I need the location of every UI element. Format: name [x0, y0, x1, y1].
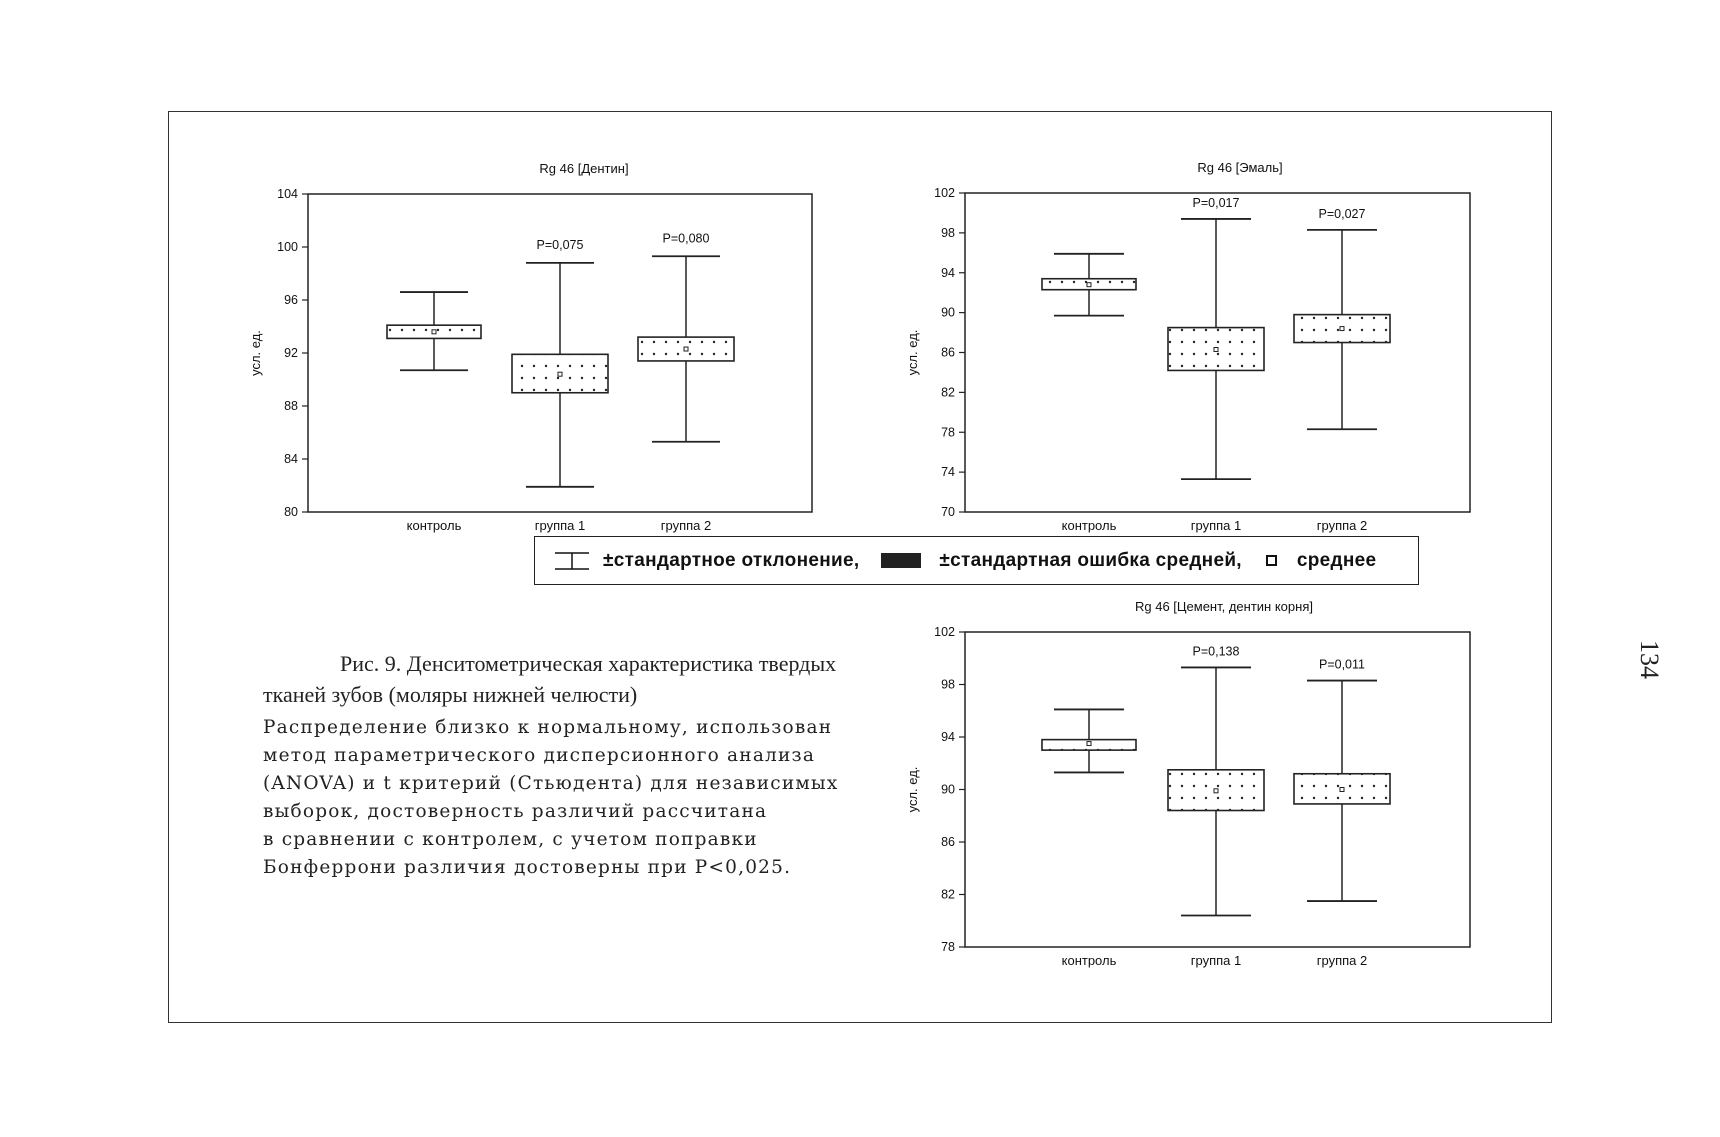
legend-sd-label: ±стандартное отклонение, — [603, 549, 860, 571]
p-value-label: P=0,017 — [1192, 195, 1240, 210]
caption-body: Распределение близко к нормальному, использован метод параметрического дисперсионного анализа (ANOVA) и t критерий (Стьюдента) для независимых выборок, достоверность различий рассчитана в сравнении с контролем, с учетом поправки Бонферрони различия достоверны при P<0,025. — [263, 717, 839, 878]
legend-sd — [535, 550, 859, 572]
y-tick-label: 82 — [941, 385, 955, 400]
y-tick-label: 96 — [284, 293, 298, 307]
y-tick-label: 78 — [941, 425, 955, 440]
y-tick-label: 78 — [941, 940, 955, 954]
y-tick-label: 94 — [941, 265, 955, 280]
y-tick-label: 70 — [941, 505, 955, 519]
y-tick-label: 86 — [941, 835, 955, 849]
legend-mean — [1242, 550, 1377, 572]
chart-title: Rg 46 [Дентин] — [539, 161, 629, 176]
p-value-label: P=0,138 — [1192, 644, 1240, 659]
y-tick-label: 88 — [284, 399, 298, 413]
legend-mean-label: среднее — [1296, 549, 1377, 571]
sd-whisker-icon — [553, 551, 591, 571]
se-box-icon — [881, 553, 921, 568]
y-tick-label: 100 — [277, 240, 298, 254]
legend-se-label: ±стандартная ошибка средней, — [939, 549, 1242, 571]
y-tick-label: 80 — [284, 505, 298, 519]
y-tick-label: 90 — [941, 305, 955, 320]
mean-marker — [1340, 788, 1344, 792]
chart-title: Rg 46 [Цемент, дентин корня] — [1135, 599, 1313, 614]
p-value-label: P=0,011 — [1319, 657, 1365, 672]
figure-caption — [263, 648, 903, 882]
x-category-label: группа 1 — [1190, 953, 1242, 968]
mean-marker — [1087, 742, 1091, 746]
x-category-label: группа 2 — [1316, 953, 1368, 968]
y-tick-label: 94 — [941, 730, 955, 744]
mean-marker — [1214, 789, 1218, 793]
y-tick-label: 102 — [934, 186, 955, 200]
x-category-label: группа 2 — [660, 518, 712, 533]
x-category-label: контроль — [1061, 518, 1117, 533]
legend-se — [859, 550, 1241, 572]
mean-square-icon — [1266, 555, 1277, 566]
caption-title: Рис. 9. Денситометрическая характеристика твердых тканей зубов (моляры нижней челюсти) — [263, 651, 837, 707]
y-axis-label: усл. ед. — [905, 329, 920, 376]
page-number: 134 — [1635, 640, 1664, 679]
x-category-label: группа 1 — [534, 518, 586, 533]
y-axis-label: усл. ед. — [905, 766, 920, 813]
y-tick-label: 90 — [941, 782, 955, 797]
x-category-label: контроль — [1061, 953, 1117, 968]
chart-title: Rg 46 [Эмаль] — [1197, 160, 1283, 175]
y-tick-label: 98 — [941, 677, 955, 692]
x-category-label: контроль — [406, 518, 462, 533]
p-value-label: P=0,027 — [1318, 206, 1366, 221]
y-tick-label: 92 — [284, 346, 298, 360]
p-value-label: P=0,075 — [536, 237, 584, 252]
y-tick-label: 74 — [941, 465, 955, 480]
y-tick-label: 98 — [941, 225, 955, 240]
y-tick-label: 102 — [934, 625, 955, 639]
y-tick-label: 84 — [284, 452, 298, 466]
y-tick-label: 86 — [941, 345, 955, 360]
p-value-label: P=0,080 — [662, 231, 710, 246]
y-tick-label: 82 — [941, 887, 955, 902]
y-tick-label: 104 — [277, 187, 298, 201]
x-category-label: группа 1 — [1190, 518, 1242, 533]
x-category-label: группа 2 — [1316, 518, 1368, 533]
y-axis-label: усл. ед. — [248, 330, 263, 376]
chart-legend — [534, 536, 1419, 585]
